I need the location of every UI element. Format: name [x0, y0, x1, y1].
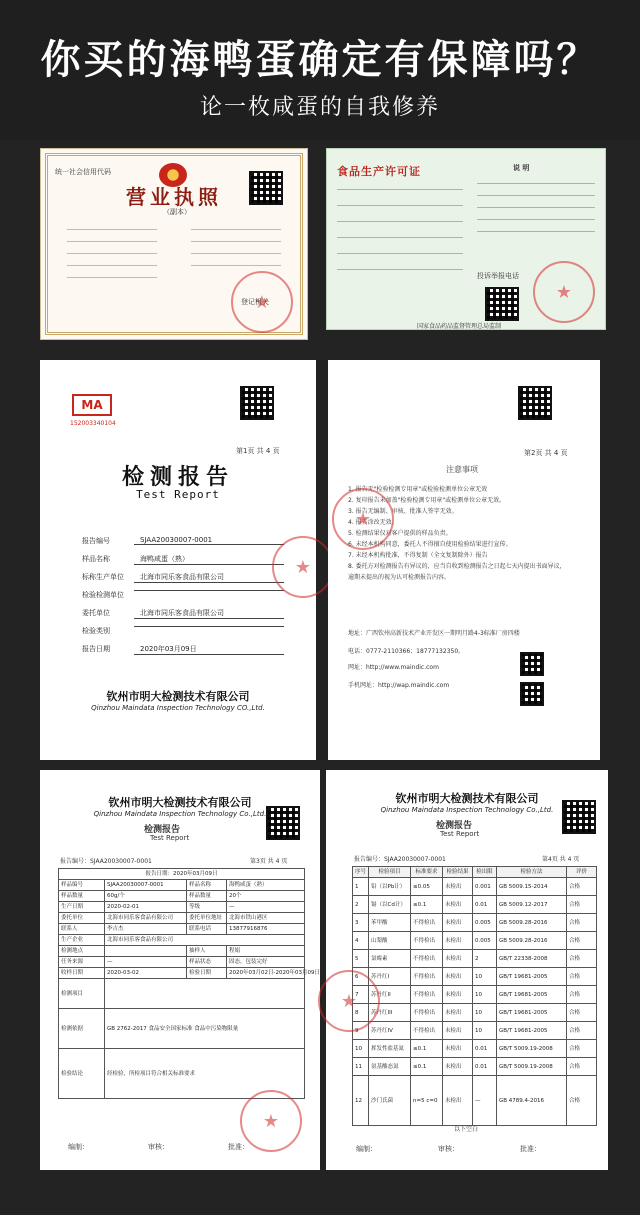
- table-row: 6 苏丹红I 不得检出 未检出 10 GB/T 19681-2005 合格: [353, 968, 597, 986]
- table-row: 2 镉（以Cd计） ≤0.1 未检出 0.01 GB 5009.12-2017 合格: [353, 896, 597, 914]
- table-row: 9 苏丹红IV 不得检出 未检出 10 GB/T 19681-2005 合格: [353, 1022, 597, 1040]
- table-row: 检测项目: [59, 979, 305, 1009]
- table-row: 5 氯霉素 不得检出 未检出 2 GB/T 22338-2008 合格: [353, 950, 597, 968]
- table-row: 8 苏丹红III 不得检出 未检出 10 GB/T 19681-2005 合格: [353, 1004, 597, 1022]
- test-report-results-page: [326, 770, 608, 1170]
- license-title: 营业执照: [126, 185, 222, 209]
- report1-title: 检测报告: [121, 464, 234, 490]
- report1-company-name: 钦州市明大检测技术有限公司: [106, 690, 250, 703]
- report1-field: 报告日期 2020年03月09日: [82, 644, 110, 654]
- notice-item: 6. 未经本机构同意，委托人不得擅自使用检验结果进行宣传。: [348, 541, 512, 548]
- report3-company-name-en: Qinzhou Maindata Inspection Technology Co.,Ltd.: [93, 810, 267, 818]
- test-report-notice-page: [328, 360, 600, 760]
- license-qr-code: [249, 171, 283, 205]
- table-row: 检测依据 GB 2762-2017 食品安全国家标准 食品中污染物限量: [59, 1009, 305, 1049]
- report2-notice-title: 注意事项: [446, 465, 478, 474]
- report3-page-number: 第3页 共 4 页: [250, 858, 288, 865]
- table-row: 4 山梨酸 不得检出 未检出 0.005 GB 5009.28-2016 合格: [353, 932, 597, 950]
- report2-mobile-qr-code: [520, 682, 544, 706]
- report1-field: 样品名称 海鸭咸蛋（熟）: [82, 554, 110, 564]
- cma-number: 152003340104: [70, 420, 116, 427]
- report4-page-number: 第4页 共 4 页: [542, 856, 580, 863]
- notice-item: 3. 报告无编制、审核、批准人签字无效。: [348, 508, 458, 515]
- table-row: 12 沙门氏菌 n=5 c=0 未检出 — GB 4789.4-2016 合格: [353, 1076, 597, 1126]
- table-row: 生产企业 北海市同乐客食品有限公司: [59, 935, 305, 946]
- report1-field: 检验类别: [82, 626, 110, 636]
- report2-qr-code: [518, 386, 552, 420]
- report4-company-name: 钦州市明大检测技术有限公司: [395, 792, 539, 805]
- food-permit-footer: 国家食品药品监督管理总局监制: [417, 323, 502, 330]
- report4-sign-review: 审核：: [438, 1145, 459, 1153]
- report4-company-name-en: Qinzhou Maindata Inspection Technology Co.,Ltd.: [380, 806, 554, 814]
- report3-qr-code: [266, 806, 300, 840]
- table-row: 样品数量 60g/个 样品数量 20个: [59, 891, 305, 902]
- report1-seal-icon: [272, 536, 334, 598]
- food-permit-title: 食品生产许可证: [337, 165, 421, 178]
- license-seal-label: 登记机关: [241, 298, 269, 306]
- business-license-image: [40, 148, 308, 340]
- notice-item: 7. 未经本机构批准，不得复制（全文复制除外）报告: [348, 552, 488, 559]
- table-row: 样品编号 SJAA20030007-0001 样品名称 海鸭咸蛋（熟）: [59, 880, 305, 891]
- report3-sign-compile: 编制：: [68, 1143, 89, 1151]
- table-row: 任务来源 — 样品状态 固态，包装完好: [59, 957, 305, 968]
- license-copy-label: （副本）: [163, 208, 191, 216]
- report2-address: 地址：广西钦州高新技术产业开发区一期明月路4-3标准厂房四楼: [348, 630, 520, 637]
- report1-qr-code: [240, 386, 274, 420]
- report1-field: 委托单位 北海市同乐客食品有限公司: [82, 608, 110, 618]
- report1-field: 检验检测单位: [82, 590, 124, 600]
- report4-qr-code: [562, 800, 596, 834]
- report2-seal-icon: [332, 488, 394, 550]
- notice-item: 逾期未提出的视为认可检测报告内容。: [348, 574, 451, 581]
- food-permit-notes-title: 说 明: [513, 164, 530, 172]
- report3-title-en: Test Report: [150, 834, 190, 842]
- report3-sign-approve: 批准：: [228, 1143, 249, 1151]
- table-row: 检验结论 经检验，所检项目符合相关标准要求: [59, 1049, 305, 1099]
- notice-item: 5. 检测结果仅对客户提供的样品负责。: [348, 530, 452, 537]
- report3-info-table: 报告日期：2020年03月09日 样品编号 SJAA20030007-0001 样品名称 海鸭咸蛋（熟） 样品数量 60g/个 样品数量 20个 生产日期 2020-02-01 等级 — 委托单位 北海市同乐客食品有限公司 委托单位地址 北海市铁山港区 联系人 李吉杰 联系电话 13877916876 生产企业 北海市同乐客食品有限公司 检测地点 抽样人 程娟 任务来源 — 样品状态 固态，包装完好 收样日期 2020-03-02 检验日期 2020年03月02日-2020年03月09日 检测项目 检测依据 GB 2762-2017 食品安全国家标准 食品中污染物限量 检验结论 经检验，所检项目符合相关标准要求: [58, 868, 305, 1099]
- report2-web-qr-code: [520, 652, 544, 676]
- notice-item: 1. 报告无"检验检测专用章"或检验检测单位公章无效: [348, 486, 488, 493]
- report3-company-name: 钦州市明大检测技术有限公司: [108, 796, 252, 809]
- report3-title: 检测报告: [144, 825, 181, 835]
- food-permit-image: [326, 148, 606, 330]
- license-credit-code-label: 统一社会信用代码: [55, 168, 111, 176]
- report1-title-en: Test Report: [136, 488, 220, 501]
- table-row: 委托单位 北海市同乐客食品有限公司 委托单位地址 北海市铁山港区: [59, 913, 305, 924]
- report2-page-number: 第2页 共 4 页: [524, 449, 568, 457]
- report2-phone: 电话：0777-2110366；18777132350。: [348, 648, 465, 655]
- report4-end-mark: 以下空白: [454, 1126, 479, 1133]
- food-permit-seal-icon: [533, 261, 595, 323]
- report4-sign-compile: 编制：: [356, 1145, 377, 1153]
- cma-logo-icon: MA: [72, 394, 112, 416]
- report4-report-no: 报告编号：SJAA20030007-0001: [354, 856, 446, 863]
- report4-title-en: Test Report: [440, 830, 480, 838]
- notice-item: 8. 委托方对检测报告有异议的，应当自收到检测报告之日起七天内提出书面异议，: [348, 563, 566, 570]
- report1-field: 标称生产单位 北海市同乐客食品有限公司: [82, 572, 124, 582]
- table-header-row: 序号 检验项目 标准要求 检验结果 检出限 检验方法 评价: [353, 867, 597, 878]
- table-row: 1 铅（以Pb计） ≤0.05 未检出 0.001 GB 5009.15-2014 合格: [353, 878, 597, 896]
- report3-sign-review: 审核：: [148, 1143, 169, 1151]
- report3-report-no: 报告编号：SJAA20030007-0001: [60, 858, 152, 865]
- page-subtitle: 论一枚咸蛋的自我修养: [199, 95, 440, 120]
- table-row: 7 苏丹红II 不得检出 未检出 10 GB/T 19681-2005 合格: [353, 986, 597, 1004]
- table-row: 联系人 李吉杰 联系电话 13877916876: [59, 924, 305, 935]
- table-row: 生产日期 2020-02-01 等级 —: [59, 902, 305, 913]
- page-title: 你买的海鸭蛋确定有保障吗？: [40, 36, 600, 83]
- report3-seal-icon: [240, 1090, 302, 1152]
- report4-seal-icon: [318, 970, 380, 1032]
- notice-item: 2. 复印报告未加盖"检验检测专用章"或检测单位公章无效。: [348, 497, 506, 504]
- table-row: 检测地点 抽样人 程娟: [59, 946, 305, 957]
- report1-field: 报告编号 SJAA20030007-0001: [82, 536, 110, 546]
- food-permit-number-label: 投诉举报电话: [477, 272, 519, 280]
- report1-company-name-en: Qinzhou Maindata Inspection Technology CO.,Ltd.: [91, 704, 265, 712]
- report4-title: 检测报告: [436, 821, 473, 831]
- notice-item: 4. 报告涂改无效。: [348, 519, 398, 526]
- report2-mobile: 手机网址：http://wap.maindic.com: [348, 682, 450, 689]
- report2-web: 网址：http://www.maindic.com: [348, 664, 439, 671]
- report4-results-table: [352, 866, 597, 1126]
- report4-sign-approve: 批准：: [520, 1145, 541, 1153]
- test-report-summary-page: [40, 770, 320, 1170]
- table-row: 11 氨基酸态氮 ≤0.1 未检出 0.01 GB/T 5009.19-2008 合格: [353, 1058, 597, 1076]
- table-row: 收样日期 2020-03-02 检验日期 2020年03月02日-2020年03月09日: [59, 968, 305, 979]
- table-row: 3 苯甲酸 不得检出 未检出 0.005 GB 5009.28-2016 合格: [353, 914, 597, 932]
- food-permit-qr-code: [485, 287, 519, 321]
- report1-page-number: 第1页 共 4 页: [236, 447, 280, 455]
- test-report-cover-page: [40, 360, 316, 760]
- table-row: 10 挥发性盐基氮 ≤0.1 未检出 0.01 GB/T 5009.19-2008 合格: [353, 1040, 597, 1058]
- header-banner: [0, 0, 640, 140]
